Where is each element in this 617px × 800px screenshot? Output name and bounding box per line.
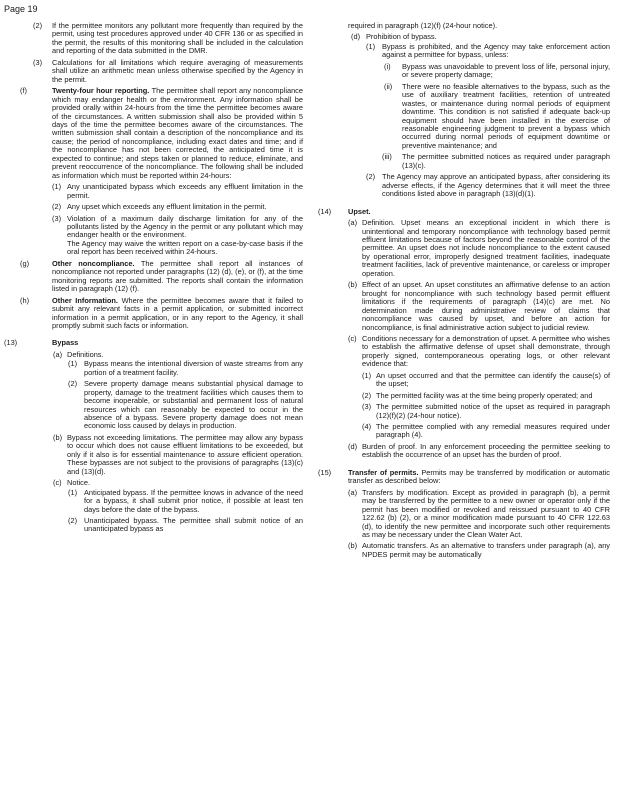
paragraph-text: Burden of proof. In any enforcement proceeding the permittee seeking to establish the occurrence of an upset has the burden of proof. <box>362 441 610 460</box>
item-text: The permittee submitted notices as required under paragraph (13)(c). <box>402 152 610 170</box>
section-14-heading <box>318 208 610 216</box>
paragraph-13a-1 <box>20 360 303 377</box>
paragraph-title: Definitions. <box>67 349 104 359</box>
paragraph-text: Effect of an upset. An upset constitutes an affirmative defense to an action brought for noncompliance with such technology based permit effluent limitations if the requirements of paragraph (14)(c) are met. No determination made during administrative review of claims that noncompliance was caused by upset, and before an action for noncompliance, is final administrative action subject to judicial review. <box>362 280 610 332</box>
paragraph-12e-3 <box>20 59 303 84</box>
item-text: The permitted facility was at the time being properly operated; and <box>376 390 593 400</box>
paragraph-13d <box>318 33 610 41</box>
left-column <box>4 21 303 537</box>
paragraph-13d-1 <box>318 43 610 60</box>
item-label: (a) <box>53 349 63 359</box>
paragraph-12f-3 <box>20 215 303 257</box>
paragraph-title: Notice. <box>67 478 91 488</box>
item-text: Bypass means the intentional diversion of waste streams from any portion of a treatment facility. <box>84 359 303 377</box>
paragraph-13a-2 <box>20 380 303 431</box>
paragraph-15a <box>318 489 610 540</box>
paragraph-13d-1-i <box>318 63 610 80</box>
item-text: Unanticipated bypass. The permittee shall submit notice of an unanticipated bypass as <box>84 516 303 534</box>
item-label: (2) <box>366 172 376 182</box>
section-number: (13) <box>4 338 18 348</box>
item-label: (3) <box>362 402 372 412</box>
item-text: Severe property damage means substantial physical damage to property, damage to the treatment facilities which causes them to become inoperable, or substantial and permanent loss of natural resources which can reasonably be expected to occur in the absence of a bypass. Severe property damage does not mean economic loss caused by delays in production. <box>84 379 303 431</box>
item-text: Any upset which exceeds any effluent limitation in the permit. <box>67 202 267 212</box>
item-label: (1) <box>52 182 62 192</box>
waiver-text: The Agency may waive the written report on a case-by-case basis if the oral report has been received within 24-hours. <box>67 238 303 257</box>
item-label: (c) <box>348 333 357 343</box>
paragraph-12g <box>20 260 303 294</box>
item-label: (iii) <box>382 152 392 162</box>
paragraph-14c-2 <box>318 392 610 400</box>
paragraph-13d-1-iii <box>318 153 610 170</box>
item-text: Bypass was unavoidable to prevent loss of life, personal injury, or severe property damage; <box>402 61 610 80</box>
item-text: Bypass is prohibited, and the Agency may take enforcement action against a permittee for bypass, unless: <box>382 41 610 60</box>
item-label: (b) <box>53 432 63 442</box>
paragraph-body <box>52 297 303 331</box>
item-label: (1) <box>68 487 78 497</box>
paragraph-14c-1 <box>318 372 610 389</box>
section-15-heading <box>318 469 610 486</box>
paragraph-text: Transfers by modification. Except as provided in paragraph (b), a permit may be transferred by the permittee to a new owner or operator only if the permit has been modified or revoked and reissued pursuant to 40 CFR 122.62 (b) (2), or a minor modification made pursuant to 40 CFR 122.63 (d), to identify the new permittee and incorporate such other requirements as may be necessary under the Clean Water Act. <box>362 487 610 540</box>
section-number: (15) <box>318 467 332 477</box>
item-text: Calculations for all limitations which require averaging of measurements shall utilize an arithmetic mean unless otherwise specified by the Agency in the permit. <box>52 57 303 84</box>
item-label: (h) <box>20 295 30 305</box>
item-text: The permittee submitted notice of the upset as required in paragraph (12)(f)(2) (24-hour notice). <box>376 402 610 420</box>
section-13-heading <box>4 338 303 348</box>
item-text: Any unanticipated bypass which exceeds any effluent limitation in the permit. <box>67 182 303 200</box>
item-label: (b) <box>348 541 358 551</box>
item-label: (b) <box>348 280 358 290</box>
paragraph-13c-1 <box>20 489 303 514</box>
section-title: Upset. <box>348 206 371 216</box>
right-column <box>318 22 610 562</box>
paragraph-body <box>52 87 303 180</box>
paragraph-title: Other noncompliance. <box>52 258 135 268</box>
paragraph-13c-2-cont <box>318 22 610 30</box>
item-label: (2) <box>68 379 78 389</box>
paragraph-text: The permittee shall report all instances of noncompliance not reported under paragraphs (12) (d), (e), or (f), at the time monitoring reports are submitted. The reports shall contain the information listed in paragraph (12) (f). <box>52 258 303 294</box>
paragraph-14d <box>318 443 610 460</box>
item-text: Anticipated bypass. If the permittee knows in advance of the need for a bypass, it shall submit prior notice, if possible at least ten days before the date of the bypass. <box>84 487 303 514</box>
item-text: If the permittee monitors any pollutant more frequently than required by the permit, using test procedures approved under 40 CFR 136 or as specified in the permit, the results of this monitoring shall be included in the calculation and reporting of the data submitted in the DMR. <box>52 21 303 56</box>
item-label: (g) <box>20 258 30 268</box>
paragraph-13c-2 <box>20 517 303 534</box>
section-intro: Permits may be transferred by modification or automatic transfer as described below: <box>348 467 610 486</box>
section-number: (14) <box>318 206 332 216</box>
paragraph-text: Definition. Upset means an exceptional incident in which there is unintentional and temporary noncompliance with technology based permit effluent limitations because of factors beyond the reasonable control of the permittee. An upset does not include noncompliance to the extent caused by operational error, improperly designed treatment facilities, inadequate treatment facilities, lack of preventive maintenance, or careless or improper operation. <box>362 218 610 278</box>
paragraph-text: Where the permittee becomes aware that it failed to submit any relevant facts in a permit application, or submitted incorrect information in a permit application, or in any report to the Agency, it shall promptly submit such facts or information. <box>52 295 303 330</box>
paragraph-text: The permittee shall report any noncompliance which may endanger health or the environment. Any information shall be provided orally within 24-hours from the time the permittee becomes aware of the circumstances. A written submission shall also be provided within 5 days of the time the permittee becomes aware of the circumstances. The written submission shall contain a description of the noncompliance and its cause; the period of noncompliance, including exact dates and time; and if the noncompliance has not been corrected, the anticipated time it is expected to continue; and steps taken or planned to reduce, eliminate, and prevent reoccurrence of the noncompliance. The following shall be included as information which must be reported within 24-hours: <box>52 86 303 180</box>
item-label: (d) <box>348 441 358 451</box>
section-title: Bypass <box>52 338 79 348</box>
paragraph-14a <box>318 219 610 278</box>
item-label: (4) <box>362 422 372 432</box>
paragraph-13d-2 <box>318 173 610 198</box>
item-text: The Agency may approve an anticipated bypass, after considering its adverse effects, if the Agency determines that it will meet the three conditions listed above in paragraph (13)(d)(1). <box>382 172 610 199</box>
paragraph-12h <box>20 297 303 331</box>
paragraph-13d-1-ii <box>318 83 610 151</box>
item-label: (1) <box>68 359 78 369</box>
item-label: (3) <box>52 213 62 223</box>
paragraph-12e-2 <box>20 22 303 56</box>
item-label: (2) <box>362 390 372 400</box>
item-label: (d) <box>351 32 361 42</box>
paragraph-14b <box>318 281 610 332</box>
paragraph-text: Conditions necessary for a demonstration of upset. A permittee who wishes to establish the affirmative defense of upset shall demonstrate, through properly signed, contemporaneous operating logs, or other relevant evidence that: <box>362 333 610 369</box>
paragraph-title: Prohibition of bypass. <box>366 32 437 42</box>
item-label: (a) <box>348 218 358 228</box>
paragraph-13a <box>20 351 303 359</box>
item-label: (2) <box>68 516 78 526</box>
item-label: (2) <box>33 21 43 30</box>
page-number: Page 19 <box>4 4 38 14</box>
paragraph-15b <box>318 542 610 559</box>
paragraph-12f-1 <box>20 183 303 200</box>
paragraph-14c-3 <box>318 403 610 420</box>
paragraph-13b <box>20 434 303 476</box>
paragraph-14c-4 <box>318 423 610 440</box>
paragraph-title: Twenty-four hour reporting. <box>52 86 150 96</box>
item-label: (a) <box>348 487 358 497</box>
item-text: An upset occurred and that the permittee can identify the cause(s) of the upset; <box>376 370 610 389</box>
paragraph-title: Other Information. <box>52 295 118 305</box>
paragraph-12f-2 <box>20 203 303 211</box>
item-text: There were no feasible alternatives to the bypass, such as the use of auxiliary treatment facilities, retention of untreated wastes, or maintenance during normal periods of equipment downtime. This condition is not satisfied if adequate back-up equipment should have been installed in the exercise of reasonable engineering judgment to prevent a bypass which occurred during normal periods of equipment downtime or preventive maintenance; and <box>402 81 610 150</box>
item-label: (1) <box>362 370 372 380</box>
item-text: The permittee complied with any remedial measures required under paragraph (4). <box>376 422 610 440</box>
paragraph-12f <box>20 87 303 180</box>
item-label: (3) <box>33 57 43 67</box>
item-label: (1) <box>366 41 376 51</box>
item-label: (ii) <box>384 81 393 91</box>
paragraph-text: Automatic transfers. As an alternative to transfers under paragraph (a), any NPDES permit may be automatically <box>362 541 610 559</box>
item-label: (2) <box>52 202 62 212</box>
paragraph-13c <box>20 479 303 487</box>
section-body <box>348 469 610 486</box>
paragraph-14c <box>318 335 610 369</box>
item-label: (c) <box>53 478 62 488</box>
item-text: Violation of a maximum daily discharge limitation for any of the pollutants listed by the Agency in the permit or any pollutant which may endanger health or the environment. <box>67 213 303 240</box>
continued-text: required in paragraph (12)(f) (24-hour notice). <box>348 21 498 30</box>
item-label: (f) <box>20 86 27 96</box>
paragraph-text: Bypass not exceeding limitations. The permittee may allow any bypass to occur which does not cause effluent limitations to be exceeded, but only if it also is for essential maintenance to assure efficient operation. These bypasses are not subject to the provisions of paragraphs (13)(c) and (13)(d). <box>67 432 303 476</box>
paragraph-body <box>52 260 303 294</box>
item-label: (i) <box>384 61 391 71</box>
section-title: Transfer of permits. <box>348 467 419 477</box>
